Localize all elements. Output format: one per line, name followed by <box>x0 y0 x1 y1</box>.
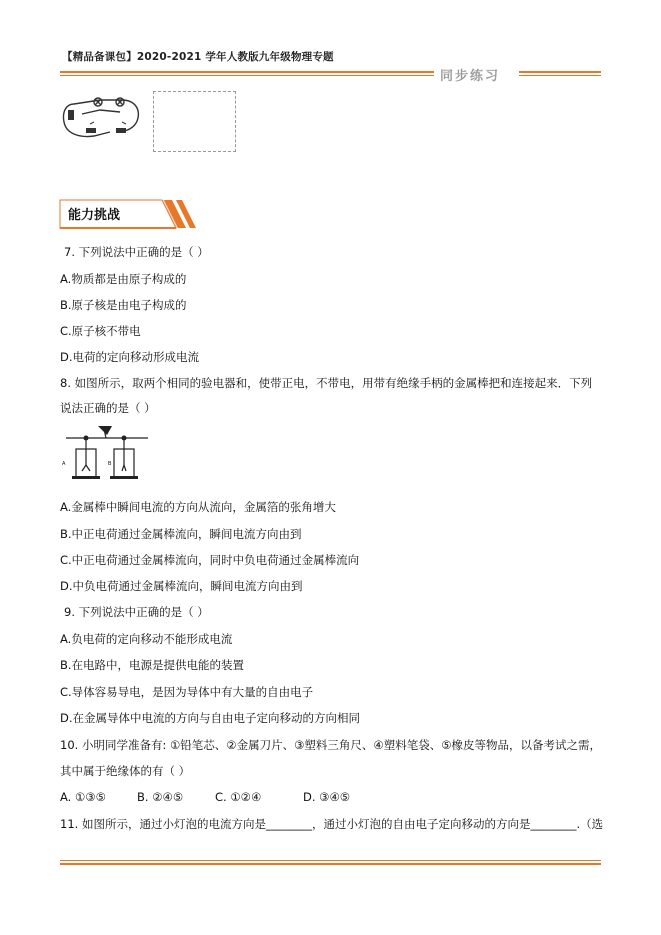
q9-option-a: A.负电荷的定向移动不能形成电流 <box>60 632 233 646</box>
q8-option-c: C.中正电荷通过金属棒流向，同时中负电荷通过金属棒流向 <box>60 553 360 567</box>
q7-option-a: A.物质都是由原子构成的 <box>60 272 187 286</box>
header-rule <box>60 71 434 73</box>
q9-option-c: C.导体容易导电，是因为导体中有大量的自由电子 <box>60 685 314 699</box>
answer-box <box>153 91 236 152</box>
fig8-label-b: B <box>108 461 112 467</box>
footer-rule-thin <box>60 860 601 861</box>
q8-option-b: B.中正电荷通过金属棒流向，瞬间电流方向由到 <box>60 527 302 541</box>
q10-option-d: D. ③④⑤ <box>303 790 351 804</box>
header-rule-right <box>519 71 601 73</box>
q8-option-d: D.中负电荷通过金属棒流向，瞬间电流方向由到 <box>60 579 303 593</box>
q7-stem: 7. 下列说法中正确的是（ ） <box>64 245 209 259</box>
header-rule-thin <box>60 75 434 76</box>
section-title: 同步练习 <box>440 69 501 84</box>
circuit-diagram <box>60 92 146 142</box>
q7-option-c: C.原子核不带电 <box>60 324 141 338</box>
electroscope-figure <box>60 423 152 483</box>
q10-stem-line2: 其中属于绝缘体的有（ ） <box>60 764 191 778</box>
header-rule-right-thin <box>519 75 601 76</box>
q9-stem: 9. 下列说法中正确的是（ ） <box>64 605 209 619</box>
q10-option-a: A. ①③⑤ <box>60 790 106 804</box>
q7-option-d: D.电荷的定向移动形成电流 <box>60 350 200 364</box>
q7-option-b: B.原子核是由电子构成的 <box>60 298 187 312</box>
q8-stem-line1: 8. 如图所示，取两个相同的验电器和，使带正电，不带电，用带有绝缘手柄的金属棒把和连接起来．下列 <box>60 376 593 390</box>
footer-rule <box>60 863 601 865</box>
q10-option-b: B. ②④⑤ <box>137 790 184 804</box>
q8-stem-line2: 说法正确的是（ ） <box>60 401 156 415</box>
q11-stem: 11. 如图所示，通过小灯泡的电流方向是________，通过小灯泡的自由电子定向移动的方向是________.（选 <box>60 817 604 831</box>
q10-option-c: C. ①②④ <box>215 790 262 804</box>
header-title: 【精品备课包】2020-2021 学年人教版九年级物理专题 <box>62 51 334 63</box>
banner-label: 能力挑战 <box>68 208 121 223</box>
q9-option-d: D.在金属导体中电流的方向与自由电子定向移动的方向相同 <box>60 711 361 725</box>
q8-option-a: A.金属棒中瞬间电流的方向从流向，金属箔的张角增大 <box>60 500 336 514</box>
fig8-label-a: A <box>62 461 66 467</box>
q10-stem-line1: 10. 小明同学准备有: ①铅笔芯、②金属刀片、③塑料三角尺、④塑料笔袋、⑤橡皮等物品，以备考试之需， <box>60 738 602 752</box>
q9-option-b: B.在电路中，电源是提供电能的装置 <box>60 658 245 672</box>
